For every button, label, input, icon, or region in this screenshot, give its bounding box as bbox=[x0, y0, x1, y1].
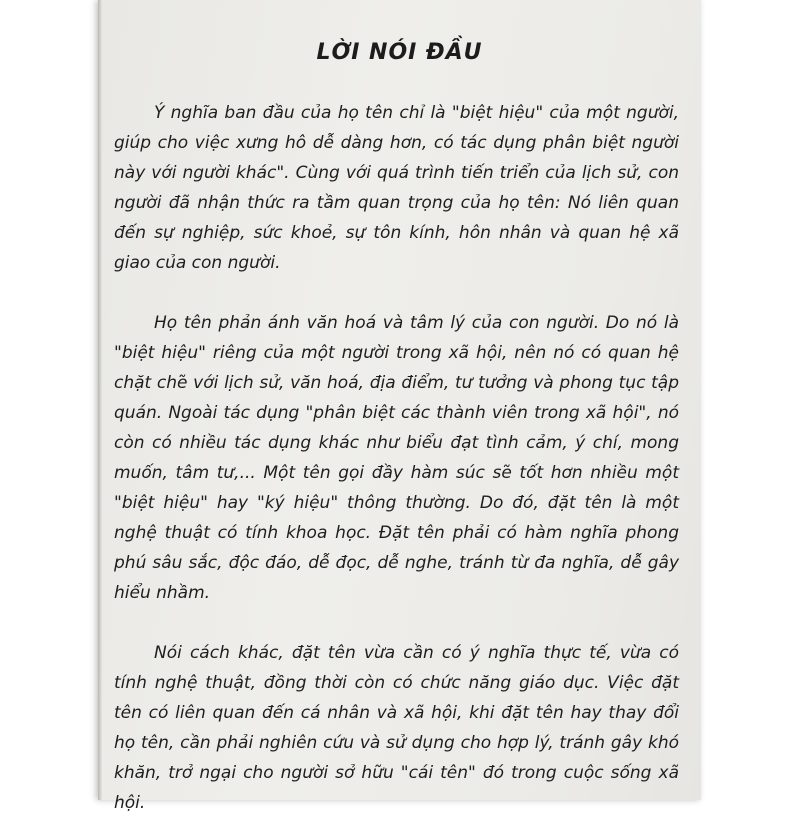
paragraph-1: Ý nghĩa ban đầu của họ tên chỉ là "biệt hiệu" của một người, giúp cho việc xưng hô dễ dàng hơn, có tác dụng phân biệt người này với người khác". Cùng với quá trình tiến triển của lịch sử, con người đã nhận thức ra tầm quan trọng của họ tên: Nó liên quan đến sự nghiệp, sức khoẻ, sự tôn kính, hôn nhân và quan hệ xã giao của con người. bbox=[114, 103, 679, 273]
body-text bbox=[114, 98, 679, 818]
page-title: LỜI NÓI ĐẦU bbox=[316, 40, 483, 65]
book-page bbox=[98, 0, 701, 813]
paragraph-2: Họ tên phản ánh văn hoá và tâm lý của con người. Do nó là "biệt hiệu" riêng của một người trong xã hội, nên nó có quan hệ chặt chẽ với lịch sử, văn hoá, địa điểm, tư tưởng và phong tục tập quán. Ngoài tác dụng "phân biệt các thành viên trong xã hội", nó còn có nhiều tác dụng khác như biểu đạt tình cảm, ý chí, mong muốn, tâm tư,... Một tên gọi đầy hàm súc sẽ tốt hơn nhiều một "biệt hiệu" hay "ký hiệu" thông thường. Do đó, đặt tên là một nghệ thuật có tính khoa học. Đặt tên phải có hàm nghĩa phong phú sâu sắc, độc đáo, dễ đọc, dễ nghe, tránh từ đa nghĩa, dễ gây hiểu nhầm. bbox=[114, 313, 679, 603]
paragraph-3: Nói cách khác, đặt tên vừa cần có ý nghĩa thực tế, vừa có tính nghệ thuật, đồng thời còn có chức năng giáo dục. Việc đặt tên có liên quan đến cá nhân và xã hội, khi đặt tên hay thay đổi họ tên, cần phải nghiên cứu và sử dụng cho hợp lý, tránh gây khó khăn, trở ngại cho người sở hữu "cái tên" đó trong cuộc sống xã hội. bbox=[114, 643, 679, 813]
page-edge-shadow bbox=[98, 0, 102, 800]
